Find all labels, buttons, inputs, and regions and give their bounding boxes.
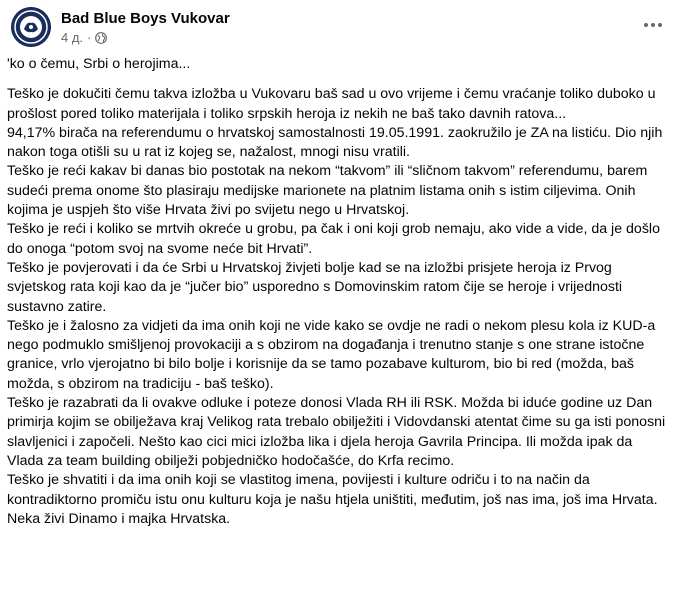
post-paragraph: 'ko o čemu, Srbi o herojima... <box>7 56 191 72</box>
meta-separator: · <box>87 30 92 45</box>
avatar[interactable] <box>11 7 51 47</box>
post-body <box>7 55 667 529</box>
post-paragraph: 94,17% birača na referendumu o hrvatskoj samostalnosti 19.05.1991. zaokružilo je ZA na listiću. Dio njih nakon toga otišli su u rat iz kojeg se, nažalost, mnogi nisu vratili. <box>7 124 663 161</box>
post-paragraph: Neka živi Dinamo i majka Hrvatska. <box>7 510 231 527</box>
post-meta <box>61 30 107 45</box>
post-paragraph: Teško je razabrati da li ovakve odluke i poteze donosi Vlada RH ili RSK. Možda bi iduće godine uz Dan primirja kojim se obilježava kraj Velikog rata trebalo obilježiti i Vidovdanski atentat čime su ga isti ponosni slavljenici i započeli. Nešto kao cici mici izložba lika i djela heroja Gavrila Principa. Ili možda ipak da Vlada za team building obilježi pobjedničko hodočašće, do Krfa recimo. <box>7 395 666 469</box>
post-time-link[interactable]: 4 д. <box>61 30 84 45</box>
post-paragraph: Teško je i žalosno za vidjeti da ima onih koji ne vide kako se ovdje ne radi o nekom plesu kola iz KUD-a nego podmuklo smišljenoj provokaciji a s obzirom na događanja i trenutno stanje s one strane istočne granice, vrlo vjerojatno bi bilo bolje i korisnije da se tamo pozabave kulturom, bio bi red (možda, baš možda, s obzirom na tradiciju - baš teško). <box>7 317 656 392</box>
page-name-link[interactable]: Bad Blue Boys Vukovar <box>61 10 230 27</box>
more-options-button[interactable] <box>639 11 667 39</box>
club-logo-icon <box>11 7 51 47</box>
post-paragraph: Teško je reći kakav bi danas bio postotak na nekom “takvom” ili “sličnom takvom” referendumu, barem sudeći prema onome što plasiraju medijske marionete na platnim listama onih s istim ciljevima. Onih kojima je uspjeh što više Hrvata živi po svijetu nego u Hrvatskoj. <box>7 163 648 219</box>
post-paragraph: Teško je reći i koliko se mrtvih okreće u grobu, pa čak i oni koji grob nemaju, ako vide a vide, da je došlo do onoga “potom svoj na svome neće bit Hrvati”. <box>7 221 660 257</box>
more-dots-icon <box>644 23 648 27</box>
post-paragraph: Teško je dokučiti čemu takva izložba u Vukovaru baš sad u ovo vrijeme i čemu vraćanje toliko duboko u prošlost pored toliko materijala i toliko srpskih heroja iz nekih ne baš tako davnih ratova... <box>7 86 656 122</box>
globe-icon[interactable] <box>95 32 107 44</box>
post-paragraph: Teško je shvatiti i da ima onih koji se vlastitog imena, povijesti i kulture odriču i to na način da kontradiktorno promiču istu onu kulturu koja je našu htjela uništiti, međutim, još nas ima, još ima Hrvata. <box>7 472 658 508</box>
post-paragraph: Teško je povjerovati i da će Srbi u Hrvatskoj živjeti bolje kad se na izložbi prisjete heroja iz Prvog svjetskog rata koji kao da je “jučer bio” usporedno s Domovinskim ratom čije se heroje i vrijednosti sustavno zatire. <box>7 259 623 315</box>
more-dot <box>658 23 662 27</box>
post-header <box>11 7 671 51</box>
more-dot <box>651 23 655 27</box>
